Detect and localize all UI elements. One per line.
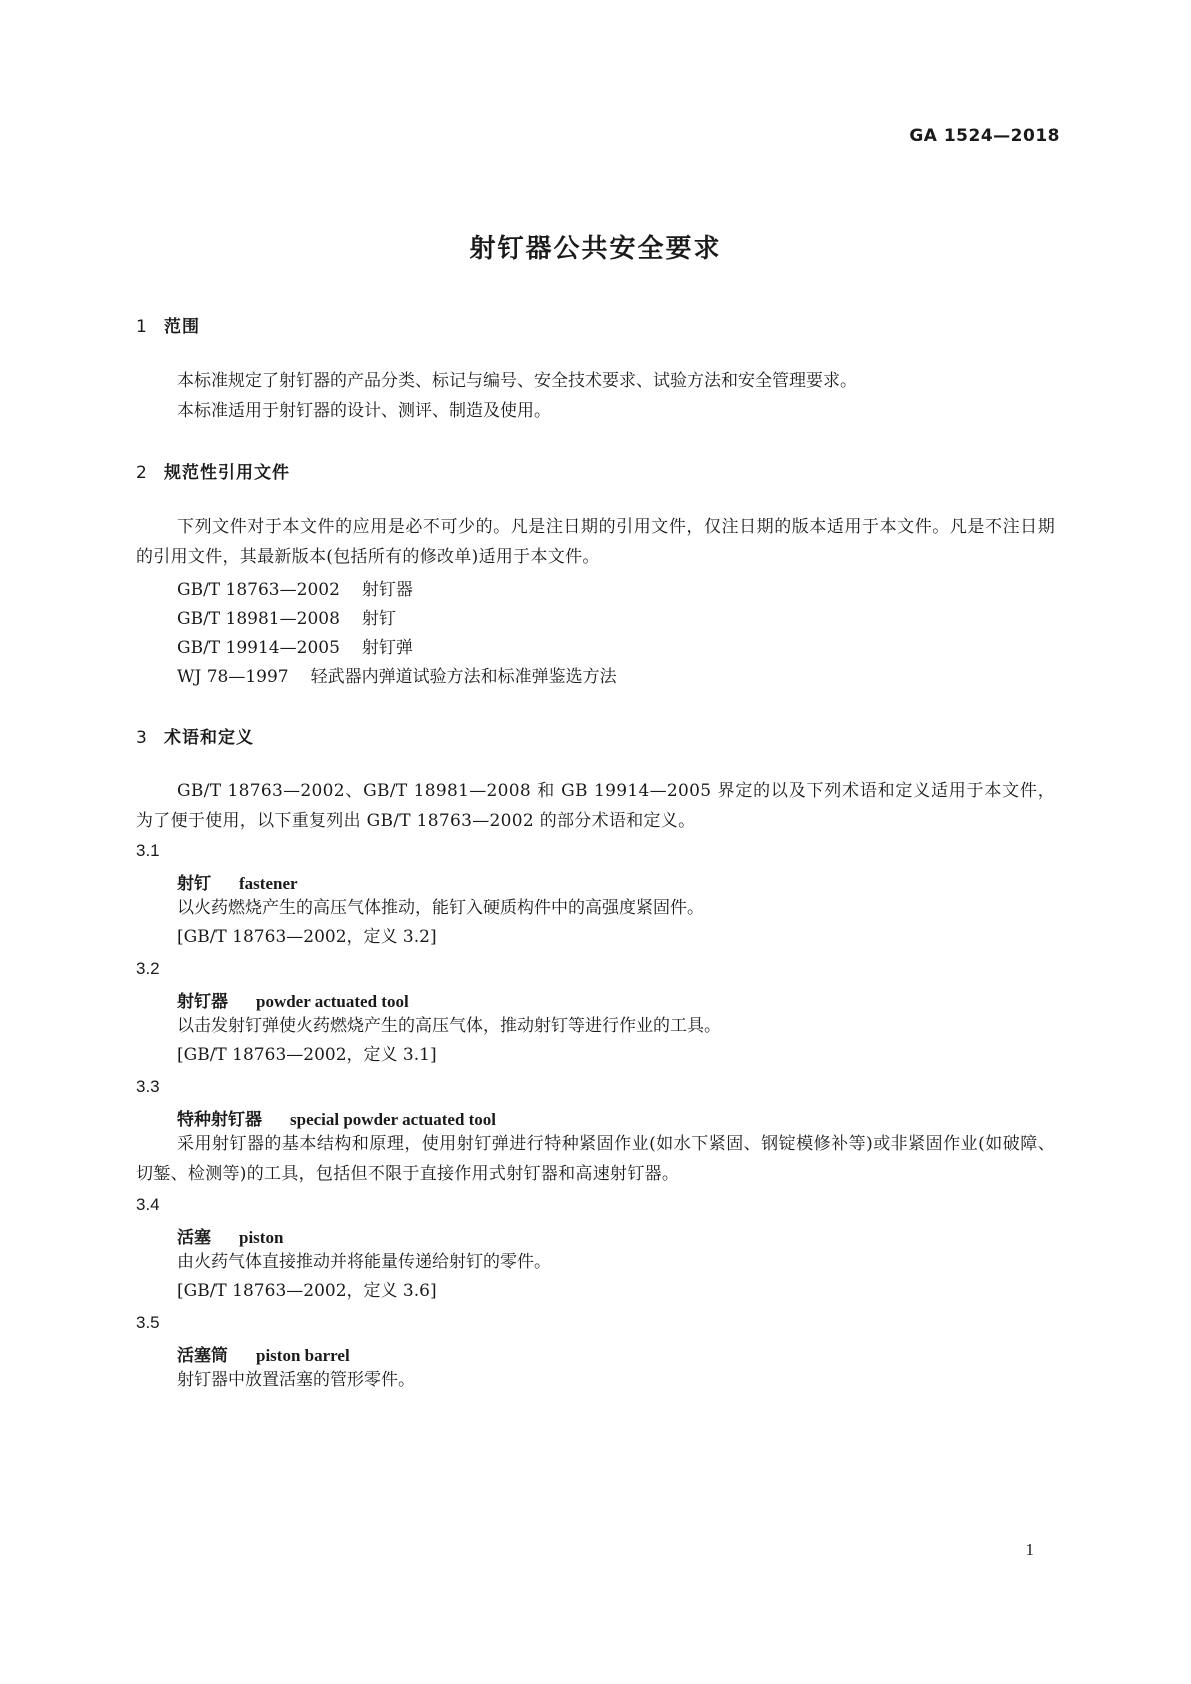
scope-paragraph-1: 本标准规定了射钉器的产品分类、标记与编号、安全技术要求、试验方法和安全管理要求。 — [177, 371, 857, 391]
term-name — [177, 1341, 350, 1366]
reference-item — [177, 575, 413, 600]
reference-name: 射钉 — [361, 609, 396, 629]
term-name-zh: 射钉 — [177, 874, 211, 894]
term-name-en: piston barrel — [256, 1346, 350, 1365]
standard-code: GA 1524—2018 — [909, 126, 1060, 146]
term-definition: 由火药气体直接推动并将能量传递给射钉的零件。 — [177, 1252, 551, 1272]
page-number: 1 — [1025, 1540, 1034, 1559]
term-name-zh: 活塞 — [177, 1228, 211, 1248]
term-number: 3.5 — [136, 1313, 160, 1332]
term-number: 3.1 — [136, 841, 160, 860]
reference-name: 轻武器内弹道试验方法和标准弹鉴选方法 — [310, 667, 617, 687]
term-name — [177, 1105, 496, 1130]
refs-intro-paragraph: 下列文件对于本文件的应用是必不可少的。凡是注日期的引用文件，仅注日期的版本适用于本文件。凡是不注日期的引用文件，其最新版本(包括所有的修改单)适用于本文件。 — [136, 517, 1055, 567]
term-name — [177, 1223, 283, 1248]
term-name — [177, 869, 298, 894]
term-name-en: fastener — [239, 874, 298, 893]
reference-name: 射钉弹 — [361, 638, 413, 658]
term-source: [GB/T 18763—2002，定义 3.6] — [177, 1281, 437, 1301]
term-number: 3.3 — [136, 1077, 160, 1096]
section-2-number: 2 — [136, 463, 148, 483]
terms-intro-paragraph: GB/T 18763—2002、GB/T 18981—2008 和 GB 19914—2005 界定的以及下列术语和定义适用于本文件，为了便于使用，以下重复列出 GB/T 18763—2002 的部分术语和定义。 — [136, 781, 1055, 831]
term-definition: 采用射钉器的基本结构和原理，使用射钉弹进行特种紧固作业(如水下紧固、钢锭模修补等)或非紧固作业(如破障、切錾、检测等)的工具，包括但不限于直接作用式射钉器和高速射钉器。 — [136, 1134, 1055, 1184]
term-name-zh: 特种射钉器 — [177, 1110, 262, 1130]
term-number: 3.2 — [136, 959, 160, 978]
reference-code: WJ 78—1997 — [177, 667, 289, 687]
term-source: [GB/T 18763—2002，定义 3.1] — [177, 1045, 437, 1065]
section-1-number: 1 — [136, 317, 148, 337]
section-3-number: 3 — [136, 728, 148, 748]
section-3-heading — [136, 723, 254, 748]
reference-code: GB/T 19914—2005 — [177, 638, 340, 658]
term-name-en: special powder actuated tool — [290, 1110, 497, 1129]
reference-item — [177, 662, 617, 687]
section-1-heading — [136, 312, 200, 337]
section-1-title: 范围 — [164, 317, 200, 337]
reference-item — [177, 604, 396, 629]
section-2-title: 规范性引用文件 — [164, 463, 290, 483]
term-name — [177, 987, 409, 1012]
section-3-title: 术语和定义 — [164, 728, 254, 748]
reference-code: GB/T 18981—2008 — [177, 609, 340, 629]
term-name-en: piston — [239, 1228, 284, 1247]
reference-item — [177, 633, 413, 658]
term-definition: 以火药燃烧产生的高压气体推动，能钉入硬质构件中的高强度紧固件。 — [177, 898, 704, 918]
term-definition: 射钉器中放置活塞的管形零件。 — [177, 1370, 415, 1390]
term-name-en: powder actuated tool — [256, 992, 409, 1011]
scope-paragraph-2: 本标准适用于射钉器的设计、测评、制造及使用。 — [177, 401, 551, 421]
section-2-heading — [136, 458, 290, 483]
term-name-zh: 射钉器 — [177, 992, 228, 1012]
document-title: 射钉器公共安全要求 — [469, 234, 722, 264]
term-name-zh: 活塞筒 — [177, 1346, 228, 1366]
term-definition: 以击发射钉弹使火药燃烧产生的高压气体，推动射钉等进行作业的工具。 — [177, 1016, 721, 1036]
reference-name: 射钉器 — [361, 580, 413, 600]
term-number: 3.4 — [136, 1195, 160, 1214]
reference-code: GB/T 18763—2002 — [177, 580, 340, 600]
term-source: [GB/T 18763—2002，定义 3.2] — [177, 927, 437, 947]
